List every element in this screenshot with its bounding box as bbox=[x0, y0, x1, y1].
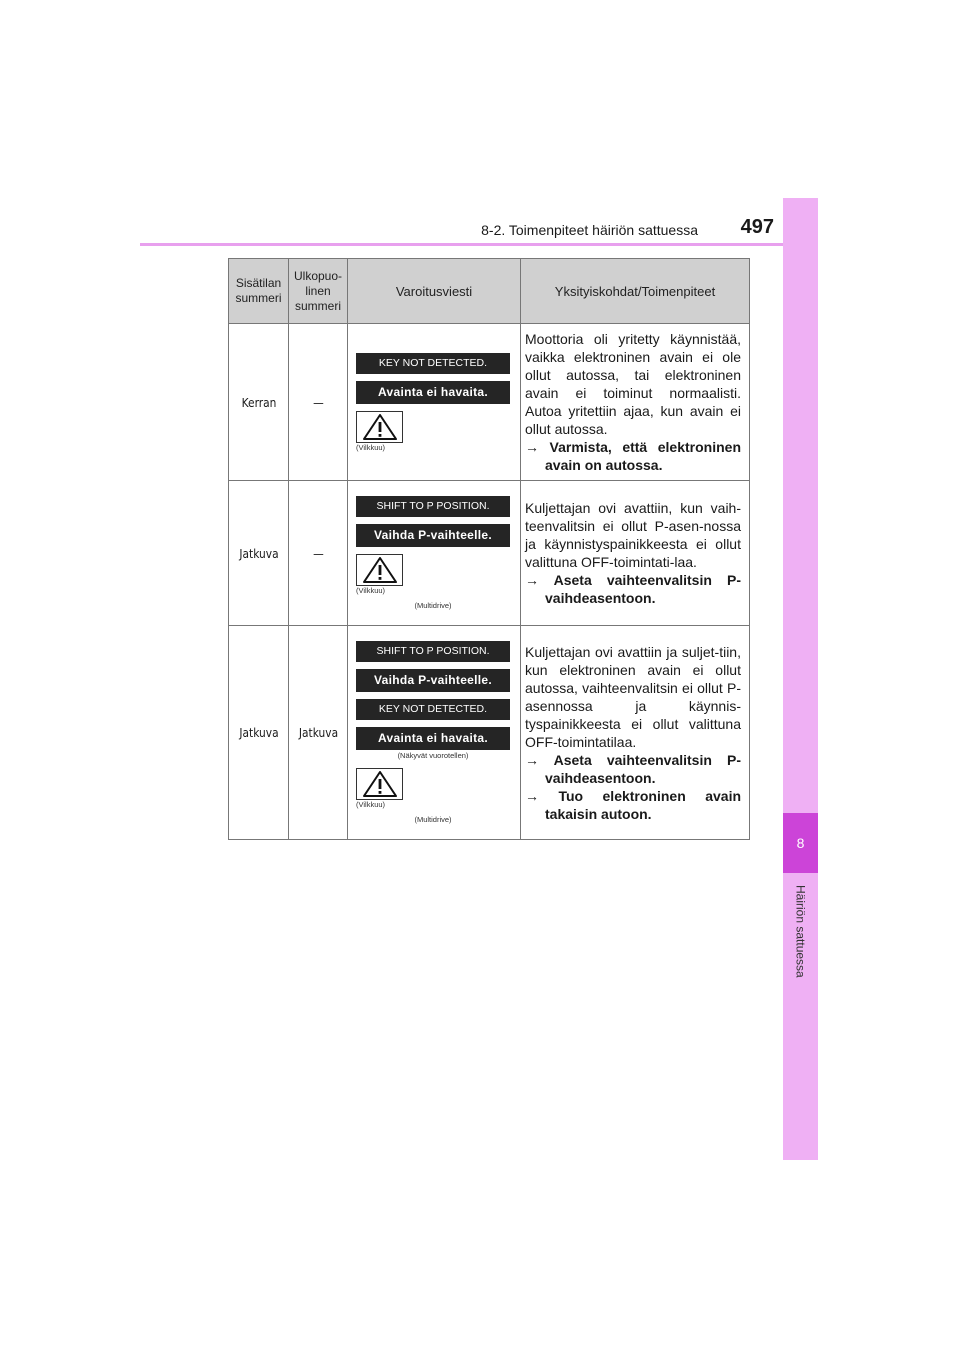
table-row bbox=[229, 481, 750, 626]
right-arrow-icon: → bbox=[525, 572, 554, 588]
details-text: Moottoria oli yritetty käynnistää, vaikka elektroninen avain ei ole ollut autossa, tai elektroninen avain ei toiminut normaalisti. Autoa yritettiin ajaa, kun avain ei ollut autossa. bbox=[525, 331, 741, 437]
warning-table bbox=[228, 258, 750, 840]
multidrive-note: (Multidrive) bbox=[414, 601, 452, 610]
message-fi: Avainta ei havaita. bbox=[356, 727, 510, 750]
col-message: Varoitusviesti bbox=[348, 259, 521, 324]
chapter-number: 8 bbox=[783, 813, 818, 873]
right-arrow-icon: → bbox=[525, 751, 554, 768]
multidrive-note: (Multidrive) bbox=[414, 815, 452, 824]
side-tab bbox=[783, 198, 818, 1160]
col-inner-buzzer: Sisätilan summeri bbox=[229, 259, 289, 324]
blink-note: (Vilkkuu) bbox=[356, 442, 386, 452]
warning-triangle-icon bbox=[356, 768, 403, 800]
message-cell bbox=[348, 324, 521, 481]
details-cell bbox=[521, 481, 750, 626]
warning-triangle-icon bbox=[356, 554, 403, 586]
chapter-label: Häiriön sattuessa bbox=[793, 885, 808, 978]
outer-buzzer-value: Jatkuva bbox=[293, 626, 343, 840]
details-cell bbox=[521, 324, 750, 481]
message-en: SHIFT TO P POSITION. bbox=[356, 641, 510, 662]
col-details: Yksityiskohdat/Toimenpiteet bbox=[521, 259, 750, 324]
col-outer-buzzer: Ulkopuo- linen summeri bbox=[289, 259, 348, 324]
page-header bbox=[140, 212, 818, 246]
right-arrow-icon: → bbox=[525, 439, 550, 455]
inner-buzzer-value: Kerran bbox=[233, 324, 284, 481]
inner-buzzer-value: Jatkuva bbox=[233, 626, 284, 840]
warning-triangle-icon bbox=[356, 411, 403, 443]
blink-note: (Vilkkuu) bbox=[356, 586, 386, 595]
outer-buzzer-value: — bbox=[293, 324, 343, 481]
action-item: → Aseta vaihteenvalitsin P-vaihdeasentoon. bbox=[525, 572, 742, 606]
details-text: Kuljettajan ovi avattiin, kun vaih-teenvalitsin ei ollut P-asen-nossa ja käynnistyspainikkeesta ei ollut valittuna OFF-toimintati-laa. bbox=[525, 500, 741, 570]
action-item: → Tuo elektroninen avain takaisin autoon. bbox=[525, 787, 742, 822]
alternate-note: (Näkyvät vuorotellen) bbox=[397, 751, 469, 760]
message-cell bbox=[348, 626, 521, 840]
page-number: 497 bbox=[740, 216, 774, 238]
message-fi: Avainta ei havaita. bbox=[356, 381, 510, 404]
message-cell bbox=[348, 481, 521, 626]
message-fi: Vaihda P-vaihteelle. bbox=[356, 669, 510, 692]
action-item: → Varmista, että elektroninen avain on autossa. bbox=[525, 439, 741, 473]
blink-note: (Vilkkuu) bbox=[356, 800, 386, 809]
action-item: → Aseta vaihteenvalitsin P-vaihdeasentoon. bbox=[525, 751, 742, 786]
message-en: KEY NOT DETECTED. bbox=[356, 353, 510, 374]
message-fi: Vaihda P-vaihteelle. bbox=[356, 524, 510, 547]
details-cell bbox=[521, 626, 750, 840]
table-header-row bbox=[229, 259, 750, 324]
table-row bbox=[229, 324, 750, 481]
header-rule bbox=[140, 243, 818, 246]
right-arrow-icon: → bbox=[525, 787, 559, 804]
message-en: KEY NOT DETECTED. bbox=[356, 699, 510, 720]
inner-buzzer-value: Jatkuva bbox=[233, 481, 284, 626]
details-text: Kuljettajan ovi avattiin ja suljet-tiin, kun elektroninen avain ei ollut autossa, vaihteenvalitsin ei ollut P-asennossa ja käynnis-tyspainikkeesta ei ollut valittuna OFF-toimintatilaa. bbox=[525, 643, 741, 750]
section-title: 8-2. Toimenpiteet häiriön sattuessa bbox=[481, 222, 698, 238]
outer-buzzer-value: — bbox=[293, 481, 343, 626]
message-en: SHIFT TO P POSITION. bbox=[356, 496, 510, 517]
table-row bbox=[229, 626, 750, 840]
